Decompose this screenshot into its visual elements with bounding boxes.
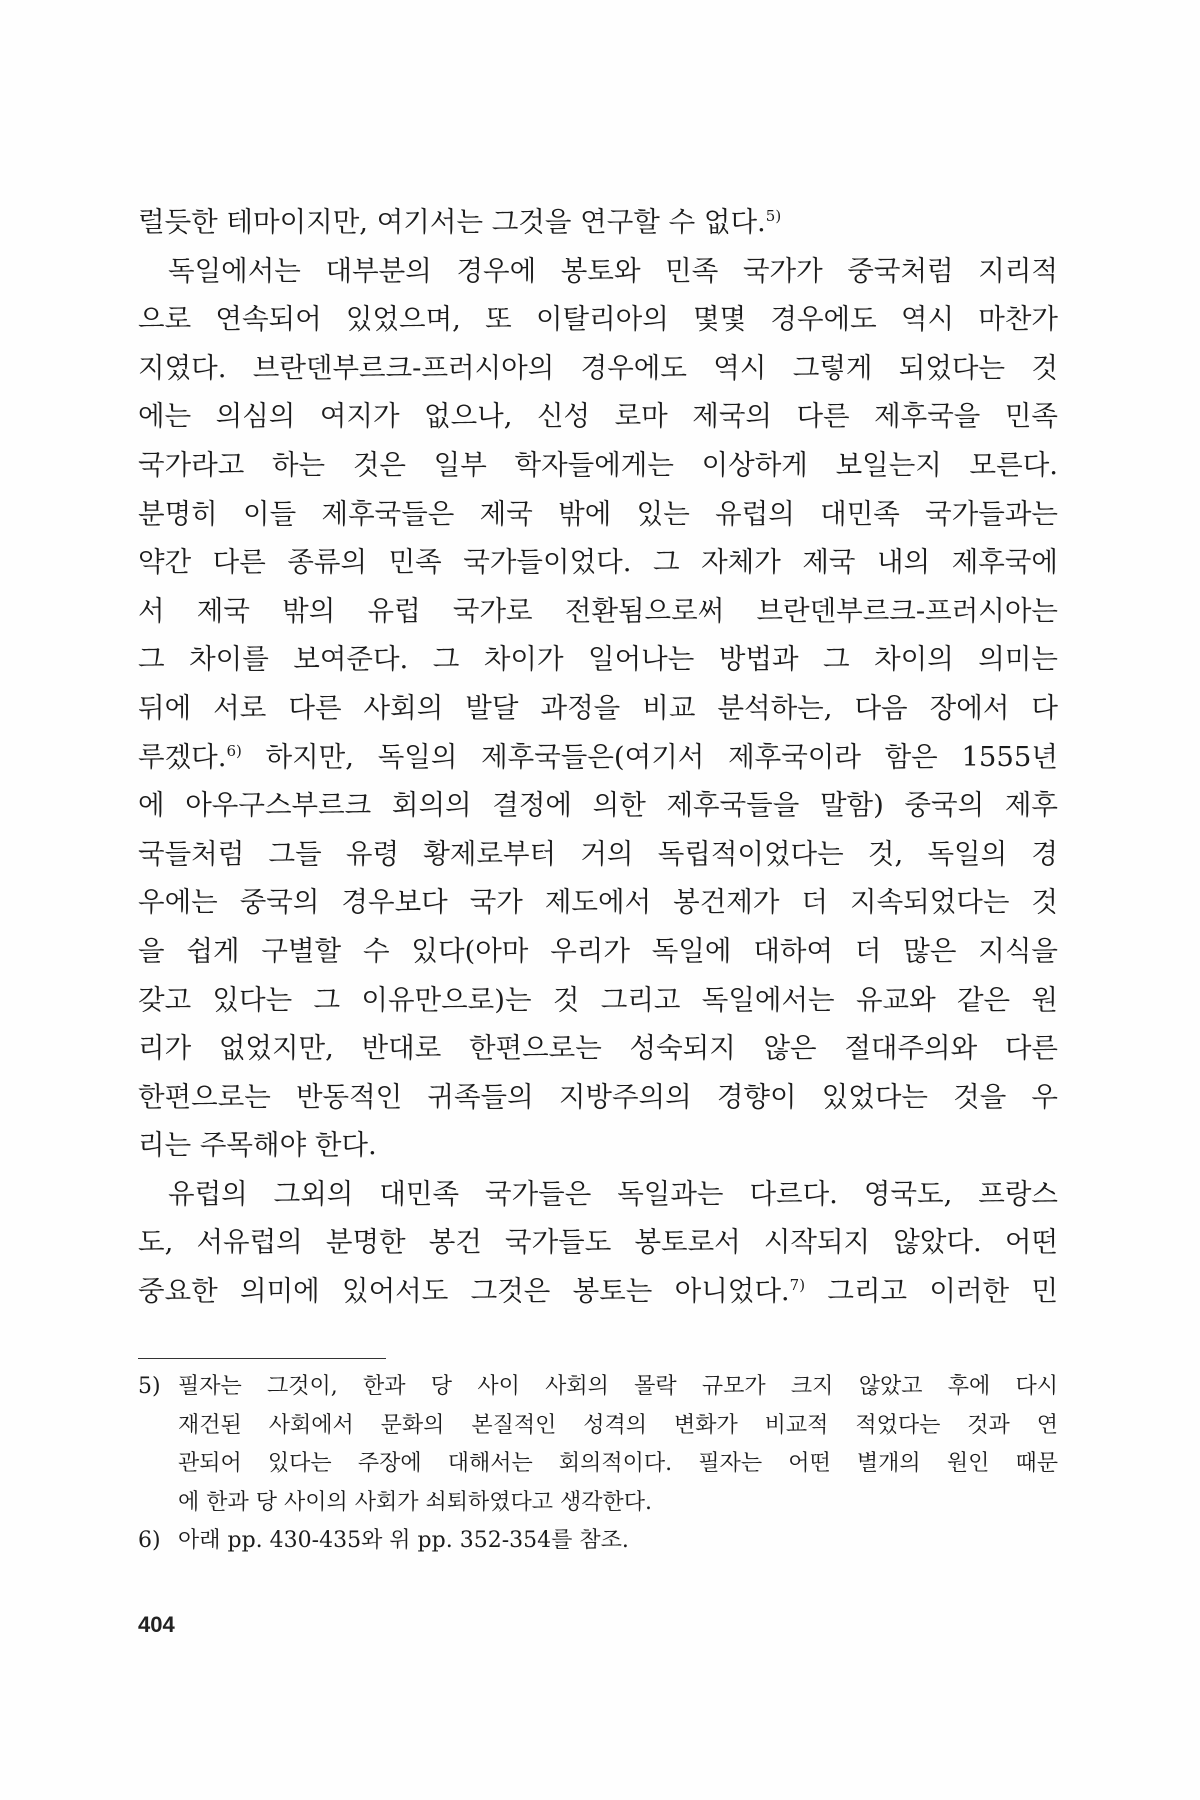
text-line: 서 제국 밖의 유럽 국가로 전환됨으로써 브란덴부르크-프러시아는: [138, 594, 1058, 627]
text-line: 지였다. 브란덴부르크-프러시아의 경우에도 역시 그렇게 되었다는 것: [138, 351, 1058, 384]
page-number: 404: [138, 1612, 175, 1637]
text-line: 도, 서유럽의 분명한 봉건 국가들도 봉토로서 시작되지 않았다. 어떤: [138, 1226, 1058, 1259]
text-line: 독일에서는 대부분의 경우에 봉토와 민족 국가가 중국처럼 지리적: [168, 254, 1058, 287]
text-line: 그 차이를 보여준다. 그 차이가 일어나는 방법과 그 차이의 의미는: [138, 643, 1058, 676]
text-line: 리는 주목해야 한다.: [138, 1129, 377, 1162]
body-text: [138, 198, 1058, 1316]
footnote-ref-6: 6): [226, 741, 242, 760]
footnote-6: [138, 1522, 1058, 1561]
text-line: 럴듯한 테마이지만, 여기서는 그것을 연구할 수 없다.$^{5)}$: [138, 206, 782, 238]
footnote-line: 관되어 있다는 주장에 대해서는 회의적이다. 필자는 어떤 별개의 원인 때문: [178, 1451, 1058, 1476]
text-line: 중요한 의미에 있어서도 그것은 봉토는 아니었다.$^{7)}$ 그리고 이러한 민: [138, 1275, 1058, 1308]
text-line: 유럽의 그외의 대민족 국가들은 독일과는 다르다. 영국도, 프랑스: [168, 1177, 1058, 1210]
footnote-line: 에 한과 당 사이의 사회가 쇠퇴하였다고 생각한다.: [178, 1489, 652, 1515]
footnote-line: 아래 pp. 430-435와 위 pp. 352-354를 참조.: [178, 1528, 629, 1553]
footnote-line: 필자는 그것이, 한과 당 사이 사회의 몰락 규모가 크지 않았고 후에 다시: [178, 1374, 1058, 1399]
text-line: 뒤에 서로 다른 사회의 발달 과정을 비교 분석하는, 다음 장에서 다: [138, 691, 1058, 724]
footnote-divider: [138, 1358, 386, 1359]
footnote-ref-5: 5): [765, 206, 782, 225]
text-line: 갖고 있다는 그 이유만으로)는 것 그리고 독일에서는 유교와 같은 원: [138, 983, 1058, 1016]
text-line: 국들처럼 그들 유령 황제로부터 거의 독립적이었다는 것, 독일의 경: [138, 837, 1058, 870]
footnotes: [138, 1368, 1058, 1561]
text-line: 국가라고 하는 것은 일부 학자들에게는 이상하게 보일는지 모른다.: [138, 448, 1058, 481]
footnote-line: 재건된 사회에서 문화의 본질적인 성격의 변화가 비교적 적었다는 것과 연: [178, 1412, 1058, 1438]
text-line: 리가 없었지만, 반대로 한편으로는 성숙되지 않은 절대주의와 다른: [138, 1032, 1058, 1065]
text-line: 에는 의심의 여지가 없으나, 신성 로마 제국의 다른 제후국을 민족: [138, 400, 1058, 433]
footnote-number: 5): [138, 1374, 161, 1399]
text-line: 분명히 이들 제후국들은 제국 밖에 있는 유럽의 대민족 국가들과는: [138, 497, 1058, 530]
footnote-number: 6): [138, 1528, 161, 1553]
footnote-ref-7: 7): [789, 1275, 806, 1294]
text-line: 약간 다른 종류의 민족 국가들이었다. 그 자체가 제국 내의 제후국에: [138, 546, 1058, 579]
text-line: 한편으로는 반동적인 귀족들의 지방주의의 경향이 있었다는 것을 우: [138, 1080, 1058, 1113]
text-line: 에 아우구스부르크 회의의 결정에 의한 제후국들을 말함) 중국의 제후: [138, 789, 1058, 822]
text-line: 으로 연속되어 있었으며, 또 이탈리아의 몇몇 경우에도 역시 마찬가: [138, 303, 1058, 336]
text-line: 을 쉽게 구별할 수 있다(아마 우리가 독일에 대하여 더 많은 지식을: [138, 934, 1058, 967]
text-line: 루겠다.$^{6)}$ 하지만, 독일의 제후국들은(여기서 제후국이라 함은 1555년: [138, 740, 1058, 773]
footnote-5: [138, 1368, 1058, 1522]
text-line: 우에는 중국의 경우보다 국가 제도에서 봉건제가 더 지속되었다는 것: [138, 886, 1058, 919]
